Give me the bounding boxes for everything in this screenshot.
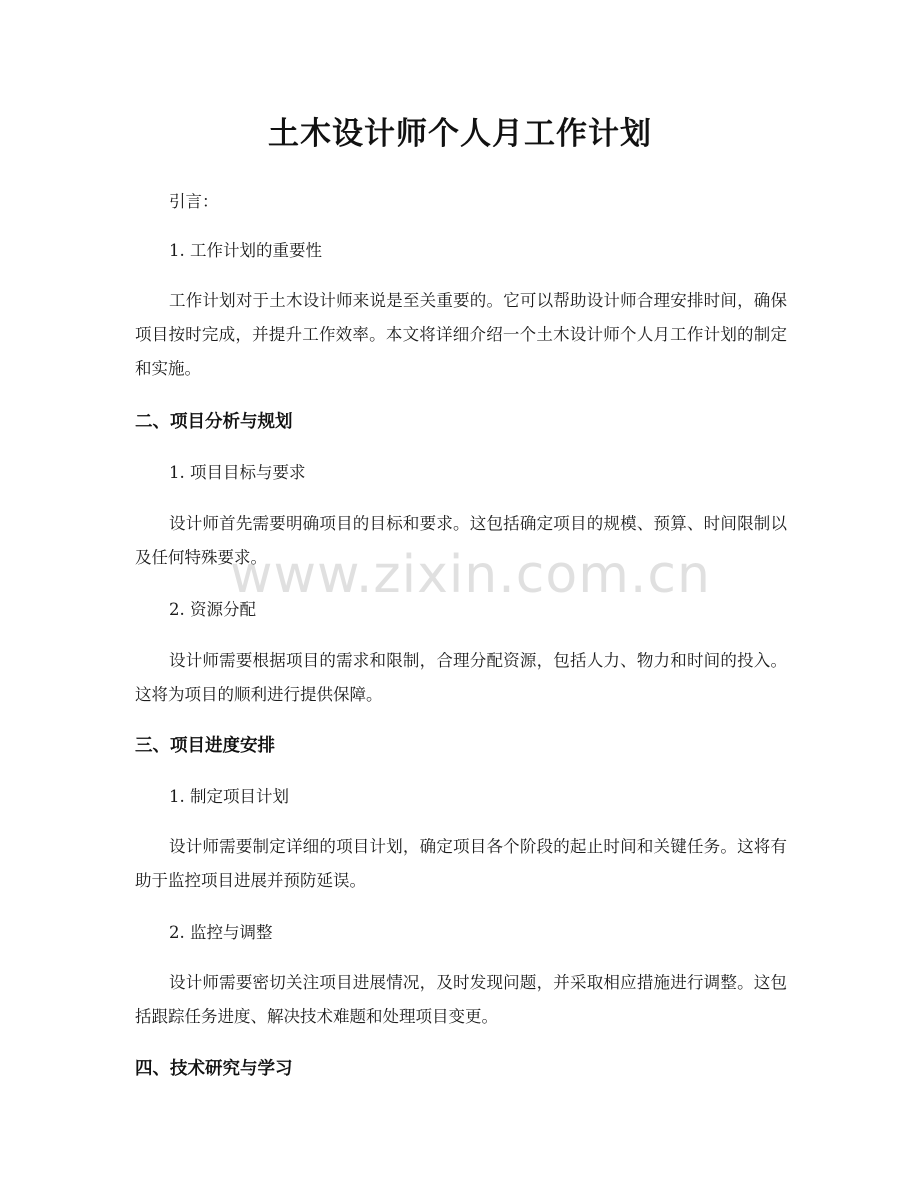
paragraph-resources: 设计师需要根据项目的需求和限制，合理分配资源，包括人力、物力和时间的投入。这将为项目的顺利进行提供保障。 [135,651,787,704]
subheading-resources: 2. 资源分配 [169,600,256,619]
paragraph-monitor: 设计师需要密切关注项目进展情况，及时发现问题，并采取相应措施进行调整。这包括跟踪任务进度、解决技术难题和处理项目变更。 [135,973,787,1026]
section-heading-analysis: 二、项目分析与规划 [135,412,293,432]
watermark-text: www.zixin.com.cn [230,545,711,605]
document-title: 土木设计师个人月工作计划 [268,116,652,152]
paragraph-plan: 设计师需要制定详细的项目计划，确定项目各个阶段的起止时间和关键任务。这将有助于监控项目进展并预防延误。 [135,837,787,890]
subheading-goals: 1. 项目目标与要求 [169,463,306,482]
subheading-plan: 1. 制定项目计划 [169,787,289,806]
section-heading-schedule: 三、项目进度安排 [135,736,275,756]
subheading-importance: 1. 工作计划的重要性 [169,241,322,260]
paragraph-goals: 设计师首先需要明确项目的目标和要求。这包括确定项目的规模、预算、时间限制以及任何特殊要求。 [135,514,787,567]
section-heading-research: 四、技术研究与学习 [135,1059,293,1079]
paragraph-importance: 工作计划对于土木设计师来说是至关重要的。它可以帮助设计师合理安排时间，确保项目按时完成，并提升工作效率。本文将详细介绍一个土木设计师个人月工作计划的制定和实施。 [135,291,787,378]
subheading-monitor: 2. 监控与调整 [169,923,273,942]
intro-label: 引言： [169,192,219,211]
